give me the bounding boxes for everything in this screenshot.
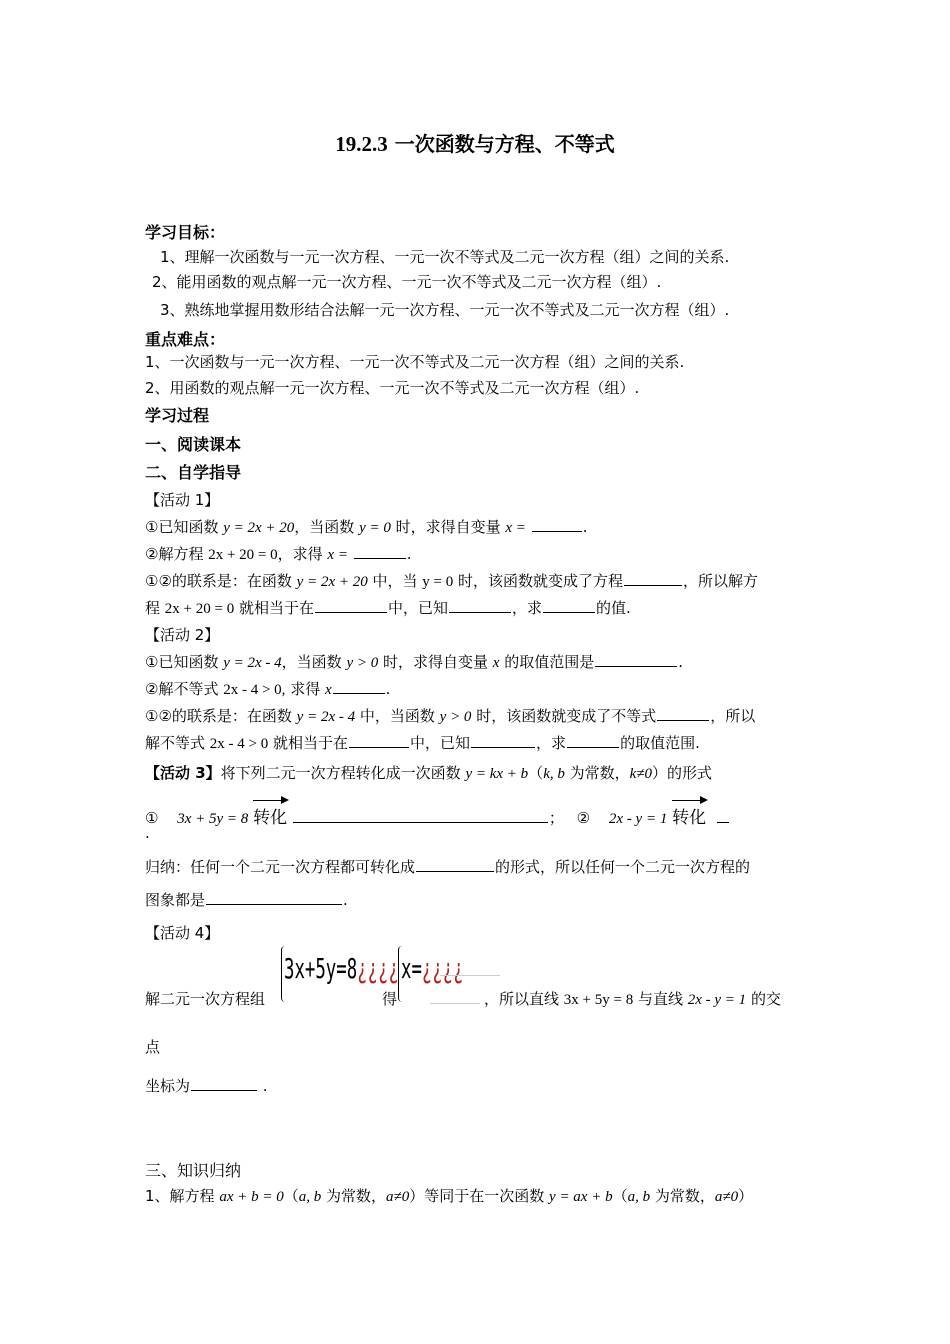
formula: y = 2x - 4 — [296, 709, 356, 725]
activity-2-label: 【活动 2】 — [145, 626, 220, 644]
text: . — [406, 545, 412, 563]
text: 坐标为 — [145, 1077, 191, 1095]
activity-2-line-1 — [145, 651, 683, 672]
activity-1-line-2 — [145, 543, 412, 564]
formula: 2x - 4 > 0 — [209, 736, 269, 752]
activity-1-line-1 — [145, 516, 587, 537]
formula: y = 2x - 4 — [223, 655, 282, 671]
wrap-point: 点 — [145, 1038, 161, 1056]
activity-2-line-4 — [145, 732, 700, 753]
text: 程 — [145, 599, 165, 617]
answer-blank — [206, 890, 342, 905]
text: ，求 — [512, 599, 543, 617]
text: 中，当函数 — [355, 707, 440, 725]
text: ，当函数 — [281, 653, 347, 671]
text: . — [262, 1077, 268, 1095]
text: （ — [528, 764, 544, 782]
text: 解不等式 — [145, 734, 210, 752]
text: . — [343, 891, 348, 909]
objectives-heading: 学习目标： — [145, 223, 226, 242]
transform-arrow-icon — [672, 800, 706, 828]
formula: a≠0 — [714, 1189, 739, 1205]
activity-3-intro — [145, 762, 712, 783]
text: ） — [738, 1187, 754, 1205]
eq2: 2x - y = 1 — [608, 811, 668, 827]
formula: y > 0 — [346, 655, 379, 671]
text: 中，已知 — [410, 734, 471, 752]
wrap-dot: . — [145, 824, 150, 842]
answer-blank — [333, 679, 385, 694]
formula: 2x - 4 > 0, — [223, 682, 286, 698]
summary-1 — [145, 1185, 753, 1206]
text: 时，该函数就变成了方程 — [453, 572, 624, 590]
answer-blank — [657, 706, 709, 721]
activity-1-label: 【活动 1】 — [145, 491, 220, 509]
text: ①已知函数 — [145, 653, 224, 671]
formula: a≠0 — [386, 1189, 410, 1205]
text: 的取值范围是 — [499, 653, 595, 671]
section-1-heading: 一、阅读课本 — [145, 435, 242, 454]
answer-blank — [416, 857, 494, 872]
text: 1、解方程 — [145, 1187, 220, 1205]
answer-blank — [293, 808, 548, 823]
arrow-label: 转化 — [672, 808, 707, 828]
text: ，所以 — [710, 707, 756, 725]
activity-2-line-2 — [145, 678, 390, 699]
activity-3-label: 【活动 3】 — [145, 764, 221, 782]
get-text: 得 — [382, 990, 398, 1008]
activity-3-summary-1 — [145, 856, 750, 877]
garbled-text: ¿¿¿¿ — [421, 952, 464, 985]
text: ②解方程 — [145, 545, 209, 563]
arrow-label: 转化 — [253, 808, 288, 828]
formula: x — [492, 655, 500, 671]
answer-blank — [532, 517, 582, 532]
title-number: 19.2.3 — [335, 132, 388, 156]
garbled-text: ¿¿¿¿ — [357, 952, 399, 985]
formula: a, b — [298, 1189, 322, 1205]
formula: y = 0 — [422, 574, 454, 590]
text: 的值. — [596, 599, 631, 617]
text: ，当函数 — [294, 518, 360, 536]
key-point-item-2: 2、用函数的观点解一元一次方程、一元一次不等式及二元一次方程（组）. — [145, 379, 640, 397]
text: 为常数， — [650, 1187, 715, 1205]
formula: y = 0 — [359, 520, 391, 536]
text: 将下列二元一次方程转化成一次函数 — [220, 764, 466, 782]
answer-blank — [349, 733, 409, 748]
answer-blank — [354, 544, 406, 559]
objective-item-3: 3、熟练地掌握用数形结合法解一元一次方程、一元一次不等式及二元一次方程（组）. — [160, 301, 730, 319]
answer-blank — [624, 571, 682, 586]
formula: y = kx + b — [465, 766, 529, 782]
activity-1-line-3 — [145, 570, 758, 591]
answer-blank — [191, 1076, 257, 1091]
answer-blank — [315, 598, 387, 613]
text: 就相当于在 — [234, 599, 314, 617]
activity-4-prefix: 解二元一次方程组 — [145, 990, 266, 1008]
formula: 2x + 20 = 0 — [164, 601, 235, 617]
section-2-heading: 二、自学指导 — [145, 463, 242, 482]
text: 时，该函数就变成了不等式 — [471, 707, 657, 725]
system-equation: 3x+5y=8 — [284, 952, 358, 985]
eq1-mark: ① — [145, 809, 159, 827]
text: 的交 — [746, 990, 781, 1008]
text: 为常数， — [564, 764, 630, 782]
formula: 3x + 5y = 8 — [563, 992, 634, 1008]
answer-blank — [449, 598, 511, 613]
formula: x = — [327, 547, 348, 563]
formula: y = 2x + 20 — [296, 574, 368, 590]
activity-4-coord — [145, 1075, 268, 1096]
answer-blank — [717, 808, 729, 823]
solution-blank — [430, 1003, 480, 1004]
formula: k, b — [543, 766, 565, 782]
solution-x: x= — [401, 952, 422, 985]
text: 中，已知 — [387, 599, 448, 617]
text: 的取值范围. — [620, 734, 700, 752]
text: 中，当 — [367, 572, 423, 590]
eq1: 3x + 5y = 8 — [177, 811, 249, 827]
transform-arrow-icon — [253, 800, 287, 828]
formula: y = 2x + 20 — [223, 520, 295, 536]
text: ，求 — [536, 734, 567, 752]
process-heading: 学习过程 — [145, 406, 210, 425]
page-title — [0, 128, 950, 157]
text: 归纳：任何一个二元一次方程都可转化成 — [145, 858, 416, 876]
solution-line — [440, 975, 500, 976]
activity-4-label: 【活动 4】 — [145, 924, 220, 942]
text: 求得 — [285, 680, 325, 698]
text: . — [678, 653, 683, 671]
formula: x = — [505, 520, 526, 536]
formula: y = ax + b — [549, 1189, 613, 1205]
activity-4-line — [484, 988, 781, 1009]
activity-2-line-3 — [145, 705, 755, 726]
answer-blank — [567, 733, 619, 748]
formula: 2x + 20 = 0 — [208, 547, 278, 563]
text: （ — [612, 1187, 628, 1205]
equation-system-1 — [284, 952, 399, 985]
text: 为常数， — [321, 1187, 387, 1205]
text: 就相当于在 — [268, 734, 349, 752]
formula: x — [324, 682, 332, 698]
title-text: 一次函数与方程、不等式 — [394, 132, 615, 156]
text: 图象都是 — [145, 891, 206, 909]
text: ，所以解方 — [683, 572, 759, 590]
answer-blank — [543, 598, 595, 613]
answer-blank — [471, 733, 535, 748]
activity-1-line-4 — [145, 597, 631, 618]
formula: ax + b = 0 — [219, 1189, 284, 1205]
text: （ — [283, 1187, 299, 1205]
text: 的形式，所以任何一个二元一次方程的 — [495, 858, 751, 876]
formula: y > 0 — [439, 709, 472, 725]
text: 时，求得自变量 — [390, 518, 506, 536]
key-point-item-1: 1、一次函数与一元一次方程、一元一次不等式及二元一次方程（组）之间的关系. — [145, 353, 685, 371]
text: ①已知函数 — [145, 518, 224, 536]
text: . — [582, 518, 588, 536]
objective-item-1: 1、理解一次函数与一元一次方程、一元一次不等式及二元一次方程（组）之间的关系. — [160, 248, 730, 266]
formula: k≠0 — [629, 766, 653, 782]
objective-item-2: 2、能用函数的观点解一元一次方程、一元一次不等式及二元一次方程（组）. — [152, 273, 662, 291]
text: . — [385, 680, 391, 698]
activity-3-equations — [145, 800, 730, 828]
formula: a, b — [627, 1189, 651, 1205]
separator: ； — [548, 809, 564, 827]
key-points-heading: 重点难点： — [145, 330, 226, 349]
answer-blank — [595, 652, 677, 667]
text: ①②的联系是：在函数 — [145, 572, 297, 590]
text: 与直线 — [633, 990, 688, 1008]
activity-3-summary-2 — [145, 889, 348, 910]
text: ①②的联系是：在函数 — [145, 707, 297, 725]
eq2-mark: ② — [576, 809, 591, 827]
text: ）等同于在一次函数 — [409, 1187, 550, 1205]
section-3-heading: 三、知识归纳 — [145, 1161, 242, 1180]
text: ）的形式 — [652, 764, 713, 782]
text: ②解不等式 — [145, 680, 224, 698]
solution-system — [401, 952, 464, 985]
text: ，求得 — [277, 545, 328, 563]
formula: 2x - y = 1 — [687, 992, 747, 1008]
text: 时，求得自变量 — [378, 653, 493, 671]
text: ，所以直线 — [484, 990, 564, 1008]
